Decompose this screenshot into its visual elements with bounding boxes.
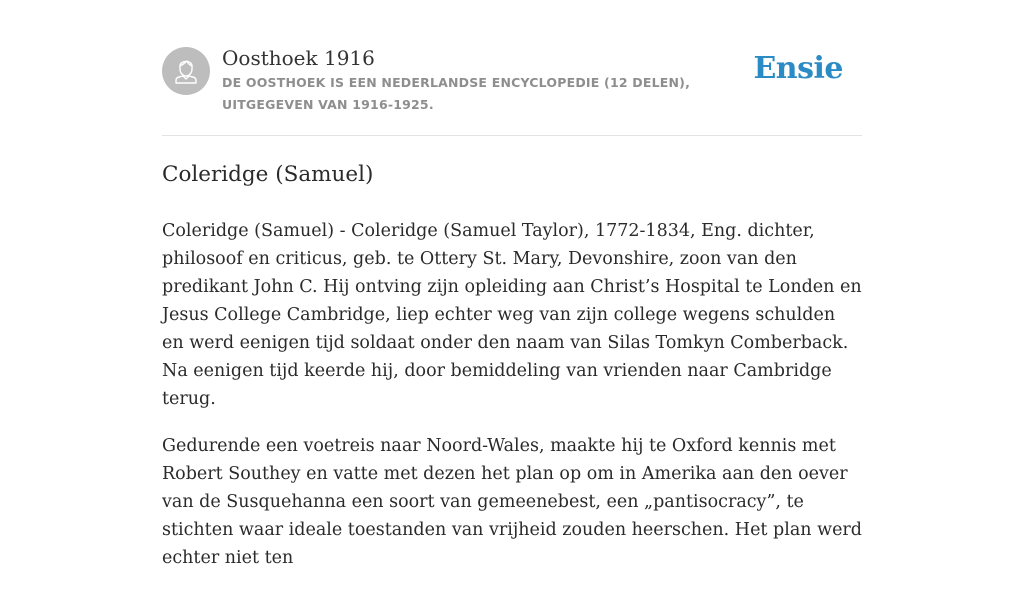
avatar[interactable] bbox=[162, 47, 210, 95]
user-icon bbox=[162, 47, 210, 95]
source-header bbox=[162, 44, 862, 136]
article-title: Coleridge (Samuel) bbox=[162, 162, 374, 187]
article-paragraph: Coleridge (Samuel) - Coleridge (Samuel Taylor), 1772-1834, Eng. dichter, philosoof en criticus, geb. te Ottery St. Mary, Devonshire, zoon van den predikant John C. Hij ontving zijn opleiding aan Christ’s Hospital te Londen en Jesus College Cambridge, liep echter weg van zijn college wegens schulden en werd eenigen tijd soldaat onder den naam van Silas Tomkyn Comberback. Na eenigen tijd keerde hij, door bemiddeling van vrienden naar Cambridge terug. bbox=[162, 221, 862, 409]
source-title[interactable]: Oosthoek 1916 bbox=[222, 46, 375, 70]
article-body bbox=[162, 217, 862, 572]
ensie-logo[interactable]: Ensie bbox=[753, 51, 843, 86]
source-description: DE OOSTHOEK IS EEN NEDERLANDSE ENCYCLOPEDIE (12 DELEN), UITGEGEVEN VAN 1916-1925. bbox=[222, 75, 691, 112]
article-paragraph: Gedurende een voetreis naar Noord-Wales, maakte hij te Oxford kennis met Robert Southey en vatte met dezen het plan op om in Amerika aan den oever van de Susquehanna een soort van gemeenebest, een „pantisocracy”, te stichten waar ideale toestanden van vrijheid zouden heerschen. Het plan werd echter niet ten bbox=[162, 436, 862, 568]
article bbox=[162, 157, 862, 591]
